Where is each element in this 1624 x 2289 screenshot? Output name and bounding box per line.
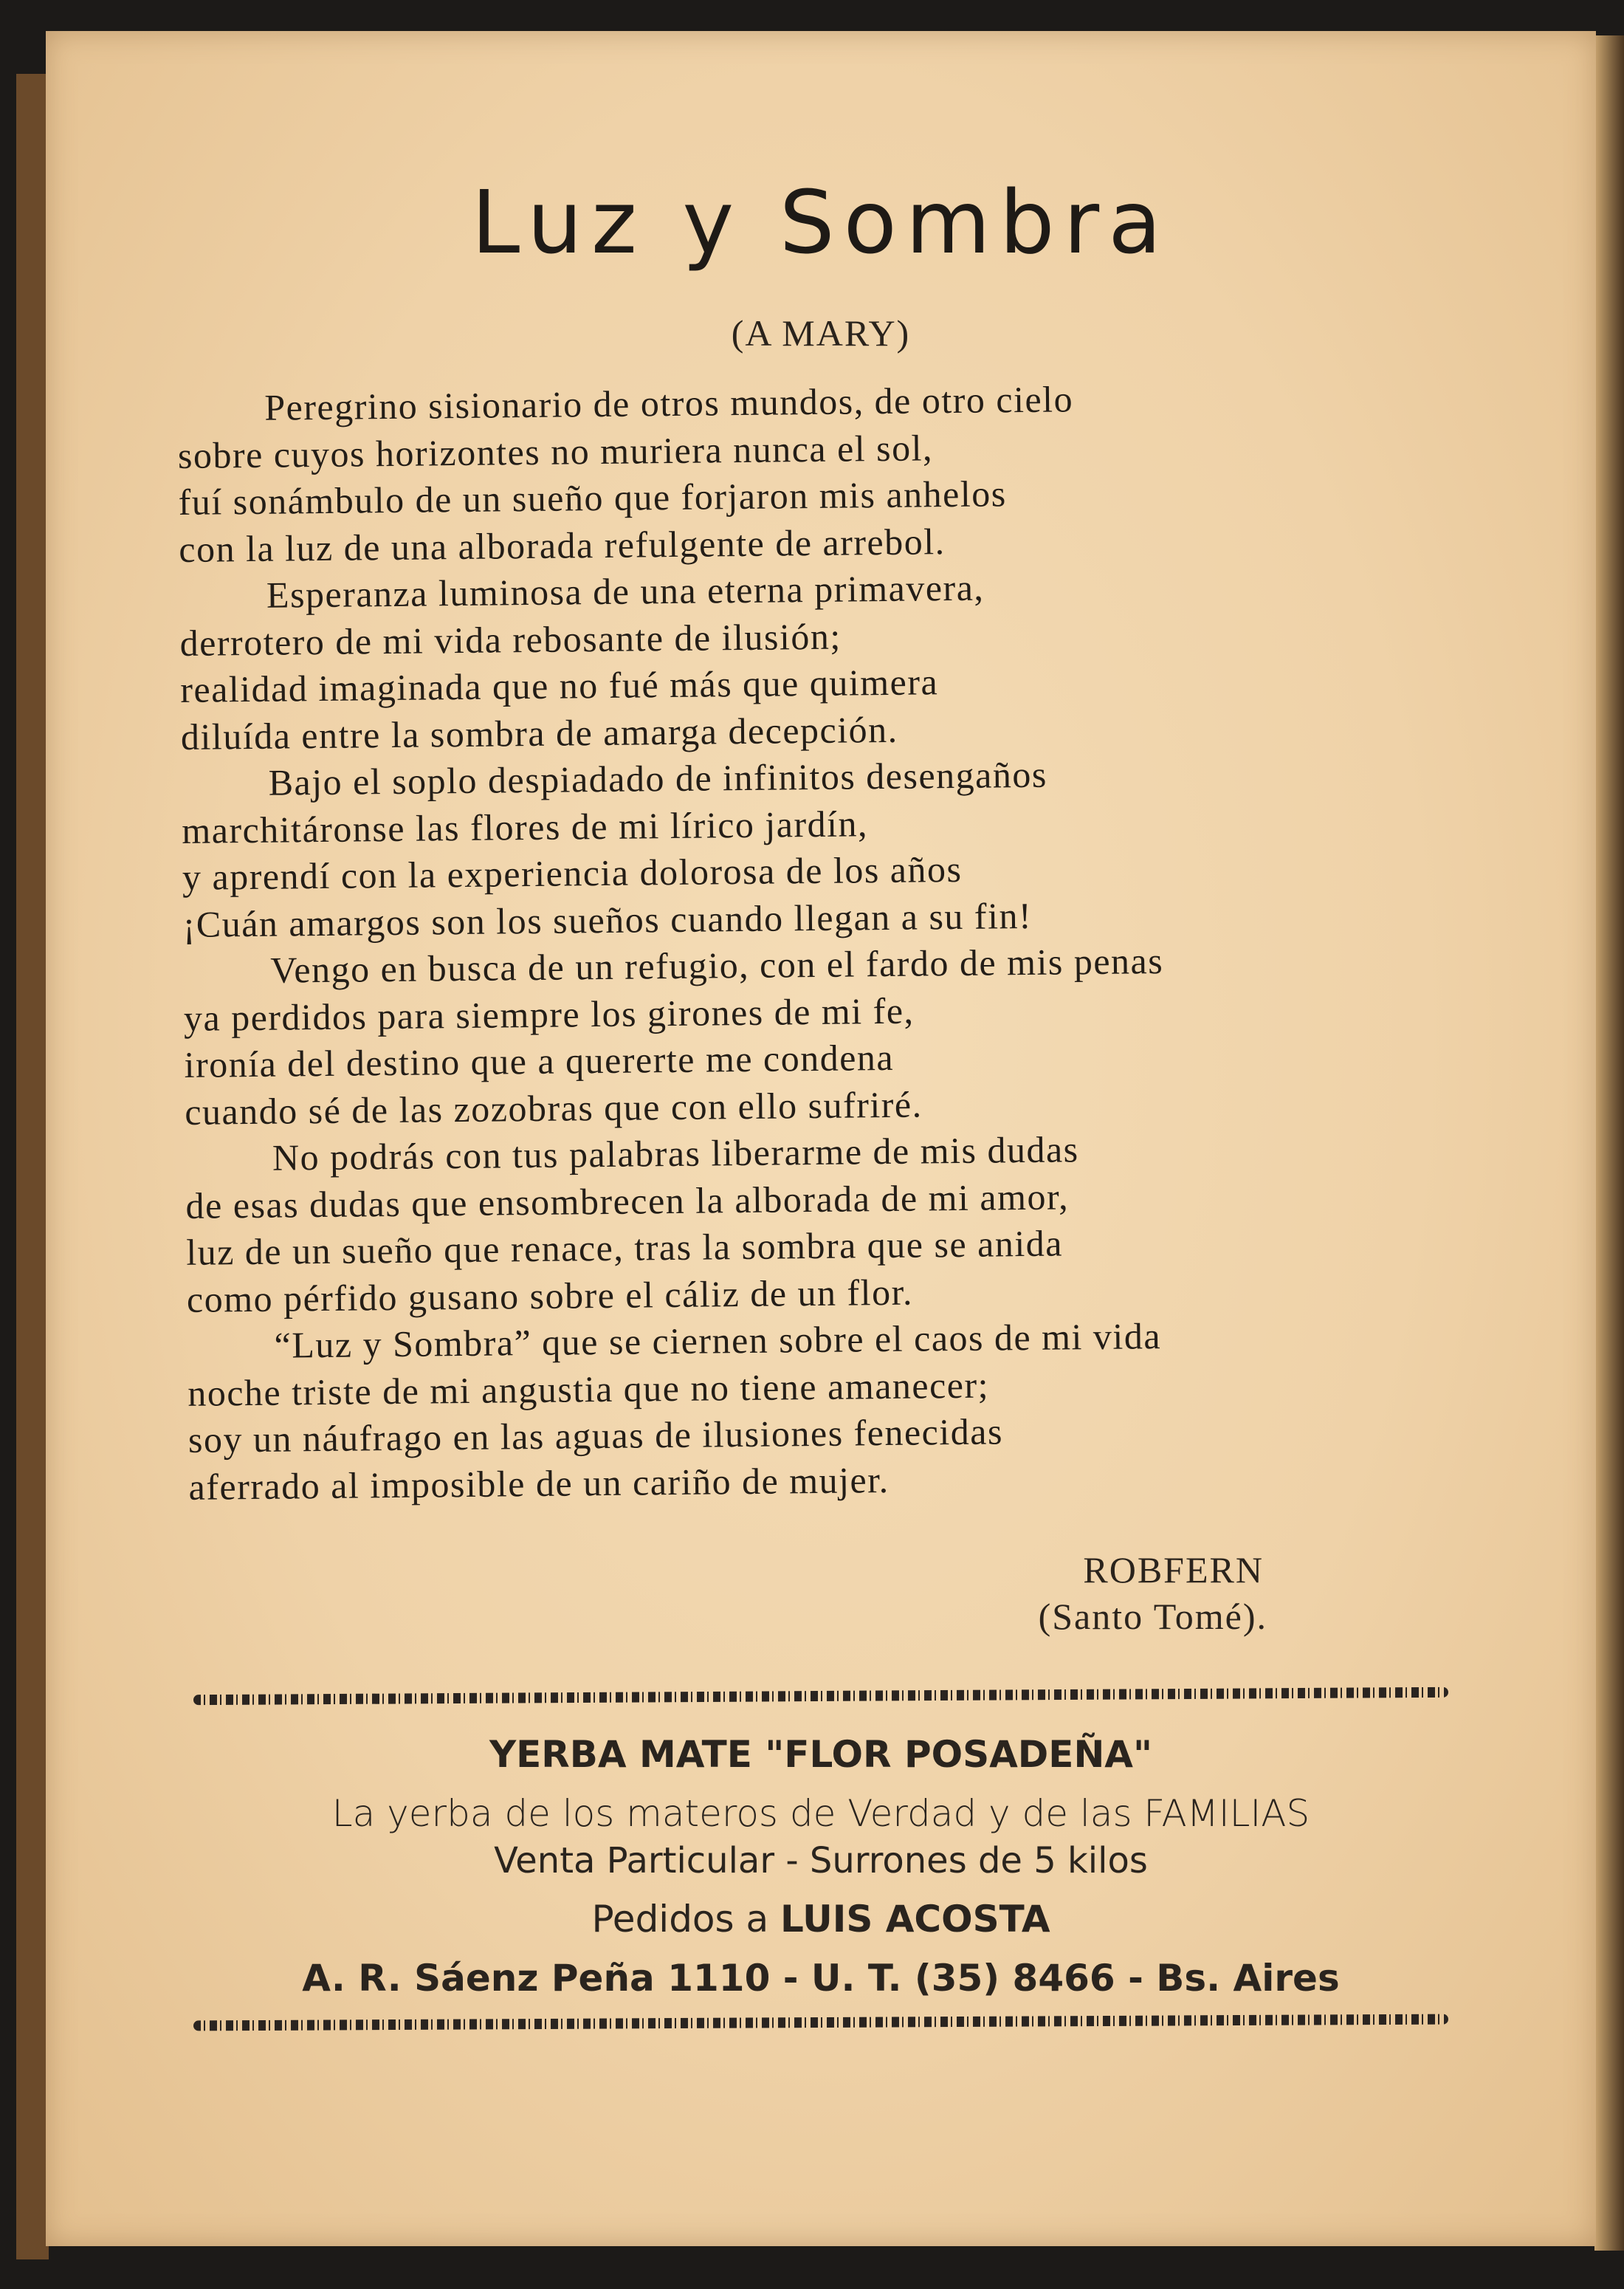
poem-author-place: (Santo Tomé). xyxy=(1038,1596,1267,1637)
ad-sale-info: Venta Particular - Surrones de 5 kilos xyxy=(494,1840,1148,1881)
poem-line: Esperanza luminosa de una eterna primavera, xyxy=(266,566,985,616)
ad-tagline: La yerba de los materos de Verdad y de las FAMILIAS xyxy=(331,1792,1310,1835)
poem-line: fuí sonámbulo de un sueño que forjaron mis anhelos xyxy=(178,473,1007,523)
poem-line: Peregrino sisionario de otros mundos, de otro cielo xyxy=(264,378,1074,428)
poem-line: ¡Cuán amargos son los sueños cuando llegan a su fin! xyxy=(182,894,1033,945)
poem-line: cuando sé de las zozobras que con ello sufriré. xyxy=(185,1082,923,1133)
poem-line: noche triste de mi angustia que no tiene amanecer; xyxy=(187,1364,990,1414)
poem-line: luz de un sueño que renace, tras la sombra que se anida xyxy=(186,1222,1064,1273)
book-page xyxy=(46,31,1596,2246)
poem-line: ironía del destino que a quererte me condena xyxy=(184,1036,895,1085)
poem-line: No podrás con tus palabras liberarme de mis dudas xyxy=(272,1128,1079,1178)
poem-author: ROBFERN xyxy=(1083,1549,1264,1590)
page-edge-right xyxy=(1594,35,1624,2251)
book-spine-edge xyxy=(16,74,49,2259)
poem-line: con la luz de una alborada refulgente de arrebol. xyxy=(179,520,946,570)
poem-line: aferrado al imposible de un cariño de mujer. xyxy=(188,1458,890,1508)
ad-orders: Pedidos a LUIS ACOSTA xyxy=(591,1898,1050,1940)
poem-line: derrotero de mi vida rebosante de ilusión; xyxy=(179,615,842,664)
poem-title: Luz y Sombra xyxy=(471,171,1171,273)
poem-line: soy un náufrago en las aguas de ilusiones fenecidas xyxy=(187,1410,1004,1461)
poem-line: Vengo en busca de un refugio, con el fardo de mis penas xyxy=(270,940,1164,991)
poem-line: como pérfido gusano sobre el cáliz de un flor. xyxy=(186,1271,914,1320)
poem-line: Bajo el soplo despiadado de infinitos desengaños xyxy=(268,753,1048,803)
poem-line: ya perdidos para siempre los girones de mi fe, xyxy=(183,989,915,1039)
ad-address: A. R. Sáenz Peña 1110 - U. T. (35) 8466 - Bs. Aires xyxy=(302,1957,1340,2000)
poem-line: sobre cuyos horizontes no muriera nunca el sol, xyxy=(177,426,934,476)
poem-line: realidad imaginada que no fué más que quimera xyxy=(180,661,939,710)
poem-line: diluída entre la sombra de amarga decepción. xyxy=(180,708,898,758)
poem-line: “Luz y Sombra” que se ciernen sobre el caos de mi vida xyxy=(274,1315,1162,1366)
poem-body xyxy=(177,372,1481,1511)
ornamental-divider-top xyxy=(193,1687,1448,1705)
poem-line: de esas dudas que ensombrecen la alborada de mi amor, xyxy=(185,1175,1070,1226)
poem-line: marchitáronse las flores de mi lírico jardín, xyxy=(182,802,869,851)
poem-line: y aprendí con la experiencia dolorosa de los años xyxy=(182,848,963,898)
poem-dedication: (A MARY) xyxy=(731,312,911,354)
ornamental-divider-bottom xyxy=(193,2014,1448,2031)
ad-headline: YERBA MATE "FLOR POSADEÑA" xyxy=(489,1733,1153,1776)
